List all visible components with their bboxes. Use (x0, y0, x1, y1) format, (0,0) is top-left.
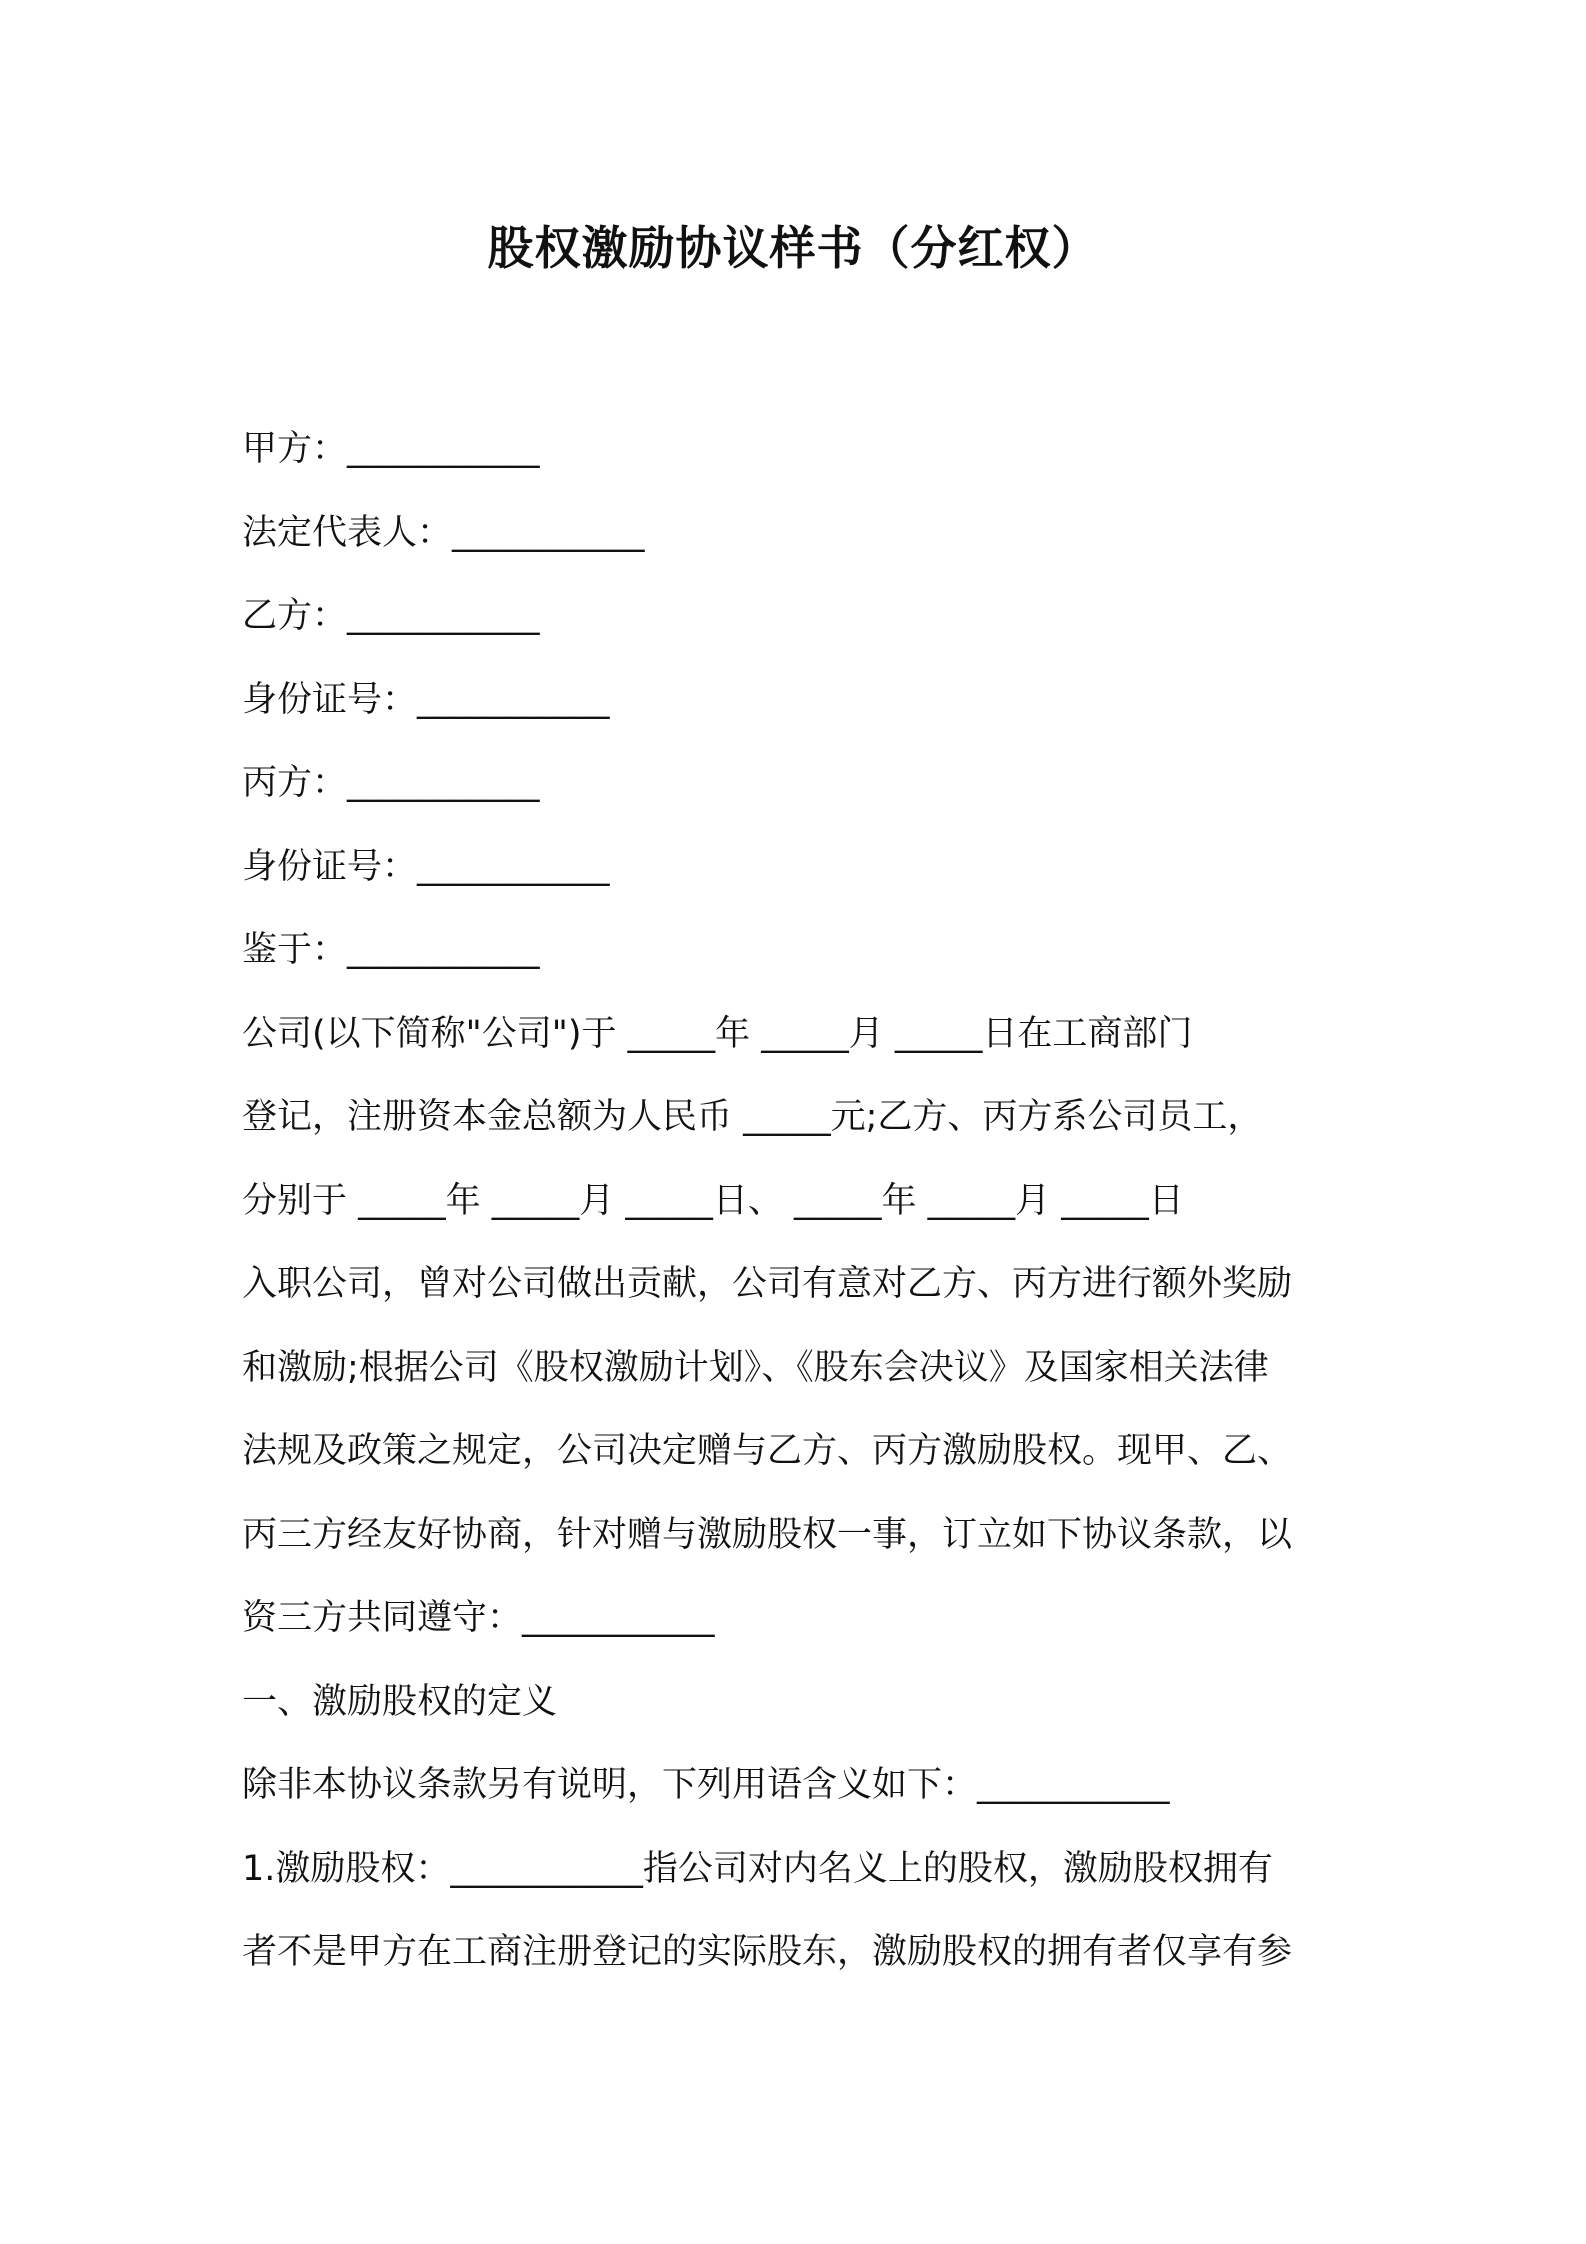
paragraph-line: 丙三方经友好协商，针对赠与激励股权一事，订立如下协议条款，以 (242, 1514, 1293, 1555)
legal-representative-line: 法定代表人：___________ (242, 512, 645, 553)
paragraph-line: 登记，注册资本金总额为人民币 _____元;乙方、丙方系公司员工， (242, 1097, 1263, 1137)
paragraph-line: 分别于 _____年 _____月 _____日、 _____年 _____月 _____日 (242, 1180, 1184, 1221)
paragraph-line: 公司(以下简称"公司")于 _____年 _____月 _____日在工商部门 (242, 1013, 1193, 1054)
section-heading: 一、激励股权的定义 (242, 1681, 558, 1722)
party-b-line: 乙方：___________ (242, 596, 540, 636)
paragraph-line: 资三方共同遵守：___________ (242, 1598, 715, 1638)
party-b-id-line: 身份证号：___________ (242, 679, 610, 720)
party-a-line: 甲方：___________ (242, 429, 540, 469)
document-title: 股权激励协议样书（分红权） (487, 221, 1099, 275)
paragraph-line: 和激励;根据公司《股权激励计划》、《股东会决议》及国家相关法律 (242, 1347, 1269, 1388)
whereas-line: 鉴于：___________ (242, 930, 540, 970)
paragraph-line: 除非本协议条款另有说明，下列用语含义如下：___________ (242, 1765, 1170, 1805)
paragraph-line: 入职公司，曾对公司做出贡献，公司有意对乙方、丙方进行额外奖励 (242, 1264, 1293, 1304)
document-body (242, 408, 1362, 1995)
party-c-id-line: 身份证号：___________ (242, 846, 610, 887)
party-c-line: 丙方：___________ (242, 763, 540, 803)
definition-line: 1.激励股权：___________指公司对内名义上的股权，激励股权拥有 (242, 1848, 1273, 1889)
paragraph-line: 法规及政策之规定，公司决定赠与乙方、丙方激励股权。现甲、乙、 (242, 1431, 1293, 1471)
definition-line: 者不是甲方在工商注册登记的实际股东，激励股权的拥有者仅享有参 (242, 1932, 1293, 1972)
